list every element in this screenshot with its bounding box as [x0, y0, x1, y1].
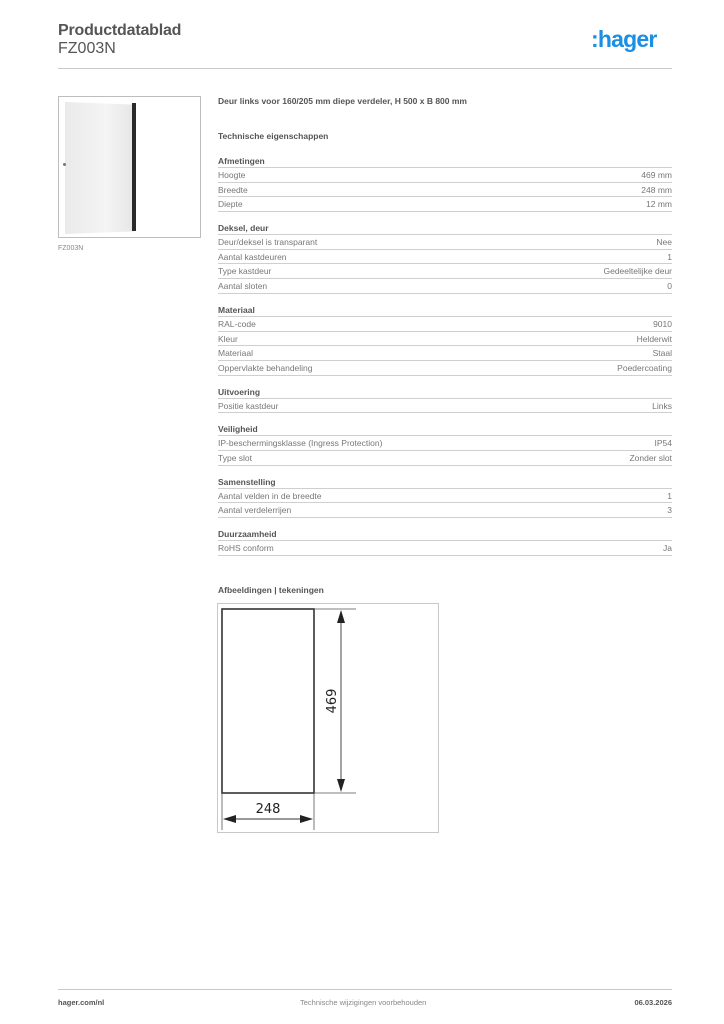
spec-row [218, 541, 672, 556]
spec-group [218, 304, 672, 376]
door-hinge-dot [63, 163, 66, 166]
spec-row [218, 332, 672, 347]
spec-group-title: Veiligheid [218, 423, 672, 436]
hager-logo: :hager [591, 26, 657, 52]
spec-label: Aantal velden in de breedte [218, 490, 322, 501]
spec-row [218, 235, 672, 250]
spec-value: IP54 [654, 438, 672, 449]
product-description: Deur links voor 160/205 mm diepe verdeler, H 500 x B 800 mm [218, 96, 467, 106]
footer-website-link[interactable]: hager.com/nl [58, 998, 105, 1007]
spec-label: Breedte [218, 184, 248, 195]
technical-heading: Technische eigenschappen [218, 131, 329, 141]
page-title: Productdatablad [58, 22, 182, 39]
spec-row [218, 451, 672, 466]
spec-group-title: Deksel, deur [218, 222, 672, 235]
spec-value: 12 mm [646, 199, 672, 210]
spec-value: 469 mm [641, 170, 672, 180]
spec-row [218, 317, 672, 332]
spec-label: RoHS conform [218, 543, 274, 553]
spec-label: Type kastdeur [218, 266, 272, 277]
spec-group [218, 155, 672, 212]
spec-label: Hoogte [218, 170, 246, 180]
spec-value: 9010 [653, 318, 672, 329]
spec-row [218, 197, 672, 212]
spec-label: Positie kastdeur [218, 400, 279, 411]
header-divider [58, 68, 672, 69]
spec-value: Gedeeltelijke deur [603, 266, 672, 277]
spec-value: 1 [667, 490, 672, 501]
spec-group-title: Uitvoering [218, 386, 672, 399]
product-image-caption: FZ003N [58, 245, 84, 252]
spec-label: Oppervlakte behandeling [218, 362, 313, 373]
spec-row [218, 250, 672, 265]
spec-value: Nee [656, 237, 672, 248]
spec-value: Zonder slot [629, 452, 672, 463]
spec-label: Kleur [218, 333, 238, 344]
door-panel-icon [65, 102, 134, 234]
footer-divider [58, 989, 672, 990]
product-code: FZ003N [58, 40, 116, 57]
spec-group [218, 386, 672, 414]
spec-label: Aantal sloten [218, 281, 268, 292]
dimension-drawing-svg [218, 604, 440, 834]
spec-value: Helderwit [636, 333, 672, 344]
spec-row [218, 503, 672, 518]
spec-label: IP-beschermingsklasse (Ingress Protection) [218, 438, 383, 449]
spec-group [218, 528, 672, 556]
spec-row [218, 436, 672, 451]
spec-value: 0 [667, 281, 672, 292]
spec-label: Aantal kastdeuren [218, 251, 287, 262]
spec-group [218, 423, 672, 465]
spec-group-title: Samenstelling [218, 476, 672, 489]
spec-label: Diepte [218, 199, 243, 210]
dimension-drawing [217, 603, 439, 833]
spec-row [218, 264, 672, 279]
spec-value: Staal [652, 348, 672, 359]
spec-group [218, 476, 672, 518]
spec-value: Poedercoating [617, 362, 672, 373]
product-image [58, 96, 201, 238]
spec-row [218, 279, 672, 294]
spec-group-title: Afmetingen [218, 155, 672, 168]
footer-date: 06.03.2026 [634, 998, 672, 1007]
width-label: 248 [255, 802, 281, 817]
spec-row [218, 183, 672, 198]
spec-label: Aantal verdelerrijen [218, 505, 292, 516]
spec-group-title: Duurzaamheid [218, 528, 672, 541]
spec-row [218, 168, 672, 183]
spec-row [218, 346, 672, 361]
drawings-title: Afbeeldingen | tekeningen [218, 585, 324, 595]
spec-value: Ja [663, 543, 672, 553]
spec-row [218, 361, 672, 376]
spec-label: RAL-code [218, 318, 256, 329]
spec-label: Deur/deksel is transparant [218, 237, 318, 248]
spec-label: Materiaal [218, 348, 253, 359]
spec-groups [218, 155, 672, 566]
spec-group-title: Materiaal [218, 304, 672, 317]
spec-value: 1 [667, 251, 672, 262]
spec-value: Links [652, 400, 672, 411]
spec-row [218, 489, 672, 504]
door-edge [132, 103, 136, 231]
footer-notice: Technische wijzigingen voorbehouden [300, 998, 427, 1007]
spec-value: 3 [667, 505, 672, 516]
spec-row [218, 399, 672, 414]
spec-label: Type slot [218, 452, 253, 463]
spec-group [218, 222, 672, 294]
height-label: 469 [325, 688, 340, 714]
spec-value: 248 mm [641, 184, 672, 195]
